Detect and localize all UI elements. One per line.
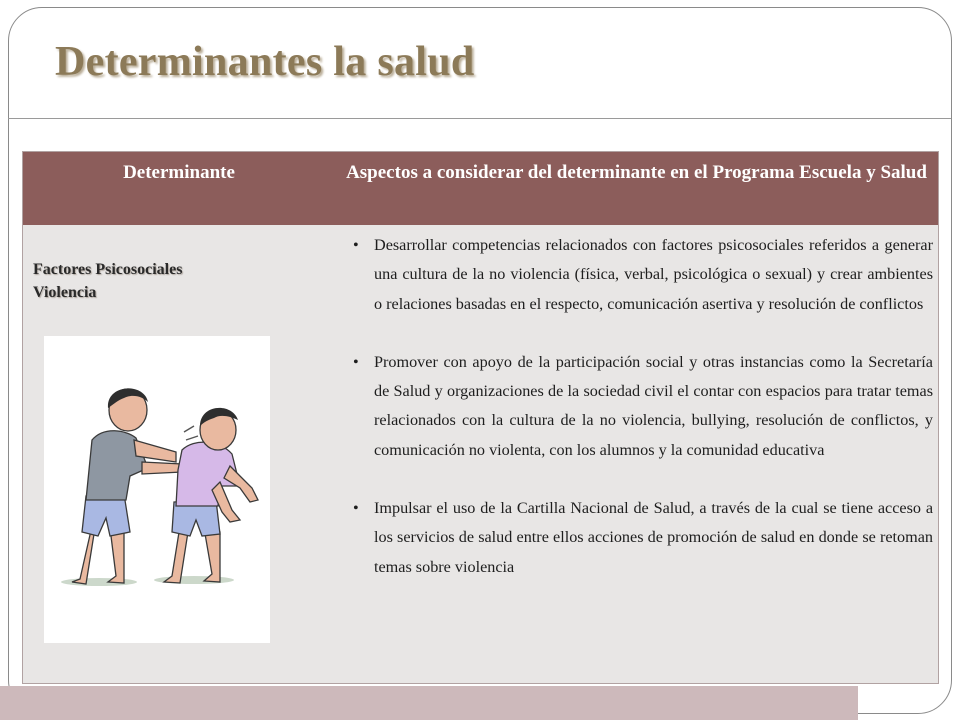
pushed-child-figure [164,408,258,583]
header-determinante: Determinante [123,162,235,183]
pushing-child-figure [72,388,182,584]
determinants-table [22,151,939,684]
aspect-item-participacion: • Promover con apoyo de la participación social y otras instancias como la Secretaría de Salud y organizaciones de la sociedad civil el contar con espacios para tratar temas relacionados con la cultura de la no violencia, bullying, resolución de conflictos, y comunicación no violenta, con los alumnos y la comunidad educativa [353,348,933,465]
table-header [23,152,938,225]
title-divider [8,118,951,119]
header-aspectos: Aspectos a considerar del determinante en el Programa Escuela y Salud [346,162,927,183]
factor-line-violencia: Violencia [33,284,97,301]
aspect-item-competencias: • Desarrollar competencias relacionados con factores psicosociales referidos a generar una cultura de la no violencia (física, verbal, psicológica o sexual) y crear ambientes o relaciones basadas en el respecto, comunicación asertiva y resolución de conflictos [353,231,933,319]
determinant-cell [23,225,335,683]
aspect-item-cartilla: • Impulsar el uso de la Cartilla Nacional de Salud, a través de la cual se tiene acceso a los servicios de salud entre ellos acciones de promoción de salud en donde se retoman temas sobre violencia [353,494,933,582]
factor-label [33,258,313,304]
footer-bar [0,686,858,720]
children-pushing-icon [44,336,270,643]
factor-line-psicosociales: Factores Psicosociales [33,261,183,278]
aspects-list [353,231,933,611]
aspects-cell [335,225,938,683]
children-pushing-illustration [44,336,270,643]
page-title: Determinantes la salud [55,39,475,85]
